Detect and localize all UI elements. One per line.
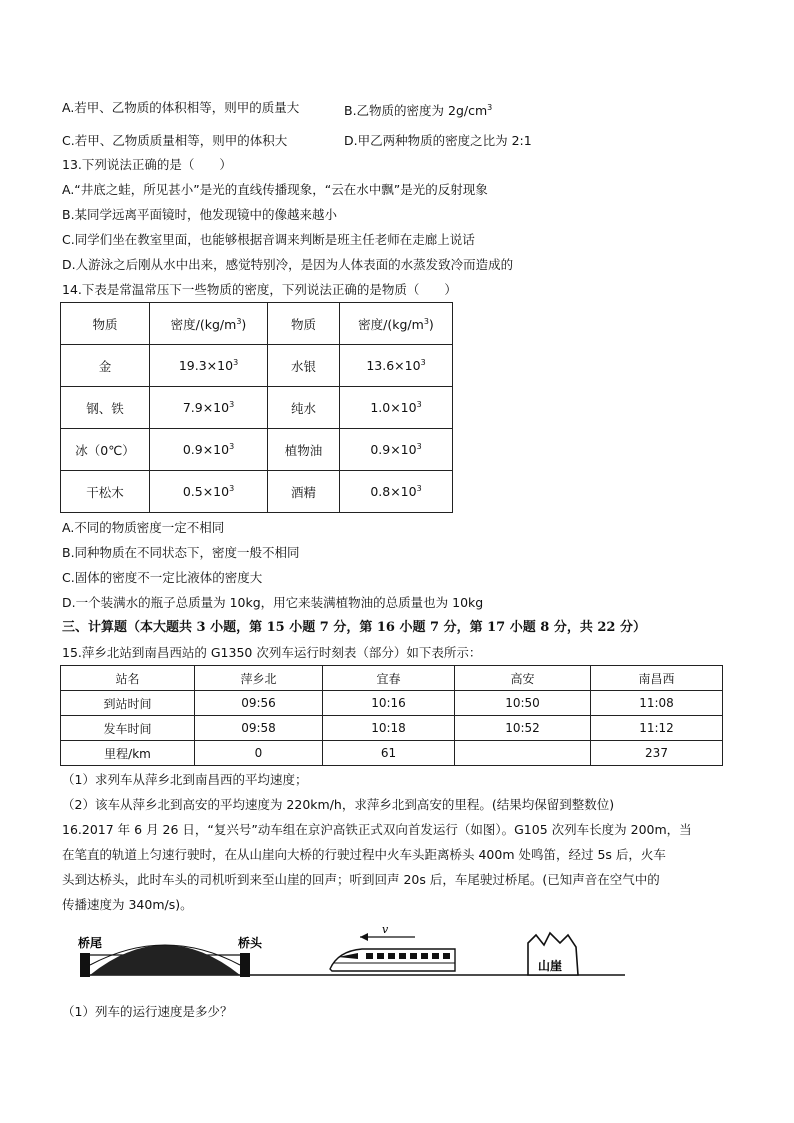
table-cell: $13.6\times 10^3$	[340, 345, 453, 387]
header-cell: 萍乡北	[195, 666, 323, 691]
q14-option-b: B.同种物质在不同状态下，密度一般不相同	[62, 545, 300, 560]
table-cell: $0.5\times 10^3$	[150, 471, 268, 513]
header-cell: 物质	[61, 303, 150, 345]
table-cell: 水银	[268, 345, 340, 387]
bridge-head-pier	[240, 953, 250, 977]
q16-line: 传播速度为 340m/s)。	[62, 897, 193, 912]
table-cell: 干松木	[61, 471, 150, 513]
header-cell: 物质	[268, 303, 340, 345]
q13-option-b: B.某同学远离平面镜时，他发现镜中的像越来越小	[62, 207, 338, 222]
table-cell: $0.9\times 10^3$	[340, 429, 453, 471]
table-row	[61, 471, 453, 513]
bridge-head-label: 桥头	[238, 936, 263, 950]
table-row	[61, 429, 453, 471]
table-cell: 11:08	[591, 691, 723, 716]
q13-option-d: D.人游泳之后刚从水中出来，感觉特别冷，是因为人体表面的水蒸发致冷而造成的	[62, 257, 514, 272]
q12-option-b: B.乙物质的密度为 $2g/cm^3$	[344, 103, 493, 118]
q15-stem: 15.萍乡北站到南昌西站的 G1350 次列车运行时刻表（部分）如下表所示：	[62, 645, 482, 660]
table-cell: 10:18	[323, 716, 455, 741]
table-cell: 0	[195, 741, 323, 766]
q13-option-c: C.同学们坐在教室里面，也能够根据音调来判断是班主任老师在走廊上说话	[62, 232, 475, 247]
section-title: 三、计算题（本大题共 3 小题，第 15 小题 7 分，第 16 小题 7 分，第 17 小题 8 分，共 22 分）	[62, 620, 646, 635]
table-cell: 237	[591, 741, 723, 766]
density-table-header	[61, 303, 453, 345]
table-cell: 09:56	[195, 691, 323, 716]
table-row	[61, 716, 723, 741]
q15-part1: （1）求列车从萍乡北到南昌西的平均速度；	[62, 772, 308, 787]
velocity-arrowhead	[360, 933, 368, 941]
q15-part2: （2）该车从萍乡北到高安的平均速度为 220km/h，求萍乡北到高安的里程。(结果均保留到整数位)	[62, 797, 615, 812]
table-cell: 酒精	[268, 471, 340, 513]
q13-stem: 13.下列说法正确的是（ ）	[62, 157, 232, 172]
q14-option-a: A.不同的物质密度一定不相同	[62, 520, 225, 535]
q13-option-a: A.“井底之蛙，所见甚小”是光的直线传播现象，“云在水中飘”是光的反射现象	[62, 182, 488, 197]
table-cell: 10:52	[455, 716, 591, 741]
q16-part1: （1）列车的运行速度是多少？	[62, 1004, 233, 1019]
header-cell: 密度$/(kg/m^3)$	[150, 303, 268, 345]
density-table	[60, 302, 453, 513]
header-cell: 站名	[61, 666, 195, 691]
header-cell: 宜春	[323, 666, 455, 691]
table-row	[61, 741, 723, 766]
q16-line: 在笔直的轨道上匀速行驶时，在从山崖向大桥的行驶过程中火车头距离桥头 400m 处鸣笛，经过 5s 后，火车	[62, 847, 666, 862]
table-cell: $7.9\times 10^3$	[150, 387, 268, 429]
q14-option-d: D.一个装满水的瓶子总质量为 10kg，用它来装满植物油的总质量也为 10kg	[62, 595, 484, 610]
table-row	[61, 387, 453, 429]
q16-line: 头到达桥头，此时车头的司机听到来至山崖的回声；听到回声 20s 后，车尾驶过桥尾。(已知声音在空气中的	[62, 872, 660, 887]
table-row	[61, 345, 453, 387]
table-cell: 里程/km	[61, 741, 195, 766]
table-cell: 发车时间	[61, 716, 195, 741]
train-bridge-figure	[70, 925, 630, 985]
bridge-arch	[90, 945, 240, 975]
bridge-tail-label: 桥尾	[78, 936, 103, 950]
table-cell: 纯水	[268, 387, 340, 429]
table-cell: $0.9\times 10^3$	[150, 429, 268, 471]
table-cell: 植物油	[268, 429, 340, 471]
table-cell: 金	[61, 345, 150, 387]
velocity-label: v	[382, 925, 389, 936]
timetable	[60, 665, 723, 766]
header-cell: 南昌西	[591, 666, 723, 691]
timetable-header	[61, 666, 723, 691]
table-cell: 09:58	[195, 716, 323, 741]
table-row	[61, 691, 723, 716]
q12-option-a: A.若甲、乙物质的体积相等，则甲的质量大	[62, 100, 300, 115]
cliff-label: 山崖	[538, 959, 563, 973]
table-cell: 61	[323, 741, 455, 766]
table-cell: $1.0\times 10^3$	[340, 387, 453, 429]
header-cell: 密度$/(kg/m^3)$	[340, 303, 453, 345]
q14-stem: 14.下表是常温常压下一些物质的密度，下列说法正确的是物质（ ）	[62, 282, 457, 297]
table-cell: $19.3\times 10^3$	[150, 345, 268, 387]
q14-option-c: C.固体的密度不一定比液体的密度大	[62, 570, 263, 585]
table-cell: 10:50	[455, 691, 591, 716]
table-cell: 冰（0℃）	[61, 429, 150, 471]
q12-option-c: C.若甲、乙物质质量相等，则甲的体积大	[62, 133, 288, 148]
table-cell: $0.8\times 10^3$	[340, 471, 453, 513]
train-icon	[330, 949, 455, 971]
q16-line: 16.2017 年 6 月 26 日，“复兴号”动车组在京沪高铁正式双向首发运行（如图）。G105 次列车长度为 200m，当	[62, 822, 692, 837]
table-cell: 到站时间	[61, 691, 195, 716]
table-cell: 11:12	[591, 716, 723, 741]
bridge-tail-pier	[80, 953, 90, 977]
table-cell	[455, 741, 591, 766]
table-cell: 钢、铁	[61, 387, 150, 429]
q12-option-d: D.甲乙两种物质的密度之比为 2:1	[344, 133, 532, 148]
header-cell: 高安	[455, 666, 591, 691]
table-cell: 10:16	[323, 691, 455, 716]
